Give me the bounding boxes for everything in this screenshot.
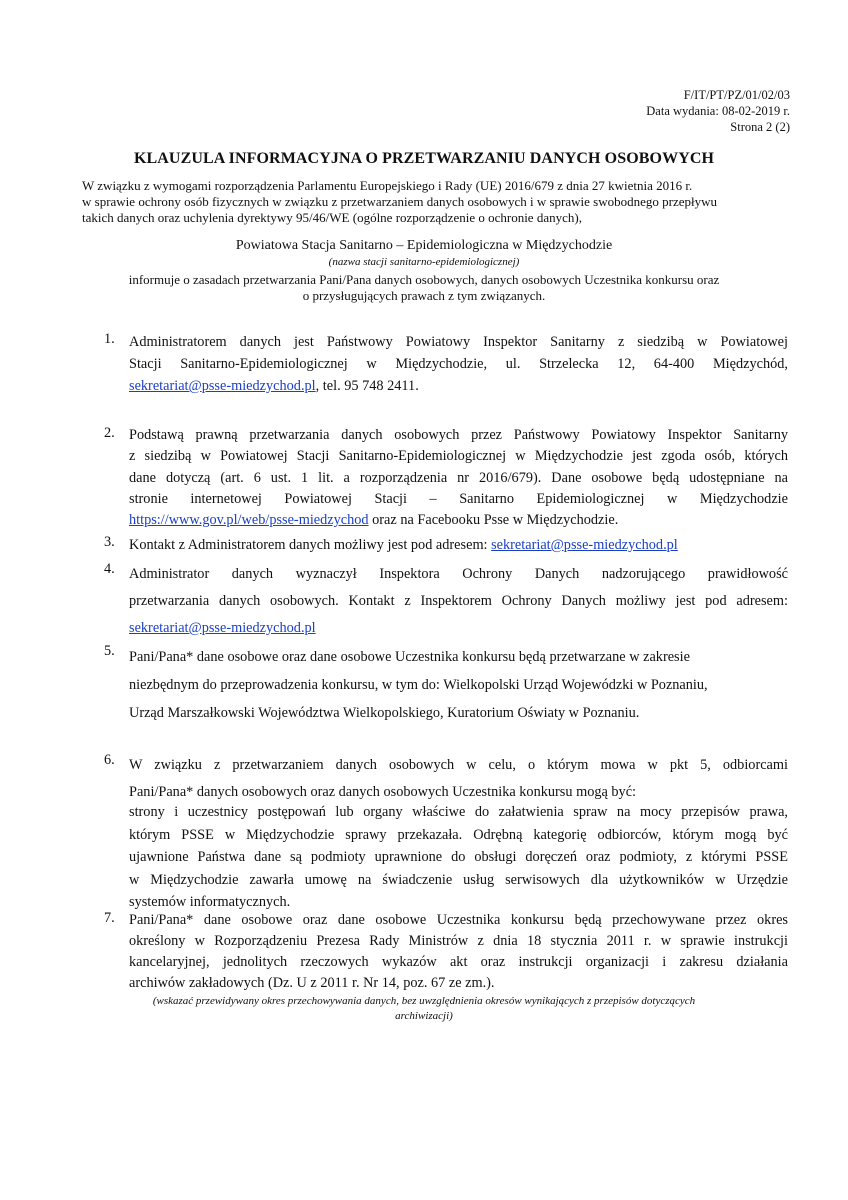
informs-line: o przysługujących prawach z tym związanych. <box>302 288 546 303</box>
document-meta <box>646 87 790 135</box>
item-line: Stacji Sanitarno-Epidemiologicznej w Międzychodzie, ul. Strzelecka 12, 64-400 Międzychód, <box>129 356 788 372</box>
item-line: w Międzychodzie zawarła umowę na świadczenie usług serwisowych dla użytkowników w Urzędzie <box>129 871 788 888</box>
informs-line: informuje o zasadach przetwarzania Pani/Pana danych osobowych, danych osobowych Uczestnika konkursu oraz <box>128 272 720 287</box>
item-text <box>129 561 788 642</box>
intro-line: w sprawie ochrony osób fizycznych w związku z przetwarzaniem danych osobowych i w sprawie swobodnego przepływu <box>82 194 717 209</box>
item-line: Pani/Pana* danych osobowych oraz danych osobowych Uczestnika konkursu mogą być: <box>129 784 637 800</box>
item-text <box>129 425 788 531</box>
intro-line: W związku z wymogami rozporządzenia Parlamentu Europejskiego i Rady (UE) 2016/679 z dnia 27 kwietnia 2016 r. <box>82 178 693 193</box>
informs-paragraph <box>0 272 848 304</box>
footnote <box>0 994 848 1024</box>
item-line <box>129 510 788 531</box>
item-line <box>129 615 788 642</box>
item-line: Urząd Marszałkowski Województwa Wielkopolskiego, Kuratorium Oświaty w Poznaniu. <box>129 705 640 721</box>
recipients-paragraph <box>129 801 788 914</box>
organization-name: Powiatowa Stacja Sanitarno – Epidemiologiczna w Międzychodzie <box>235 238 613 253</box>
item-number: 4. <box>104 561 115 577</box>
item-line <box>129 375 788 397</box>
item-line: z siedzibą w Powiatowej Stacji Sanitarno-Epidemiologicznej w Międzychodzie jest zgoda osób, których <box>129 448 788 465</box>
item-line <box>129 534 788 556</box>
item-number: 2. <box>104 425 115 441</box>
item-text-span: oraz na Facebooku Psse w Międzychodzie. <box>368 512 619 529</box>
item-text <box>129 643 788 727</box>
item-text <box>129 331 788 397</box>
item-line: ujawnione Państwa dane są podmioty uprawnione do obsługi doręczeń oraz podmioty, z którymi PSSE <box>129 849 788 865</box>
item-text <box>129 534 788 556</box>
item-number: 3. <box>104 534 115 550</box>
admin-email-link[interactable]: sekretariat@psse-miedzychod.pl <box>129 378 316 394</box>
dpo-email-link[interactable]: sekretariat@psse-miedzychod.pl <box>129 620 316 636</box>
item-number: 7. <box>104 910 115 926</box>
item-line: niezbędnym do przeprowadzenia konkursu, w tym do: Wielkopolski Urząd Wojewódzki w Poznaniu, <box>129 677 708 693</box>
document-title: KLAUZULA INFORMACYJNA O PRZETWARZANIU DANYCH OSOBOWYCH <box>133 150 715 167</box>
item-line: Pani/Pana* dane osobowe oraz dane osobowe Uczestnika konkursu będą przechowywane przez okres <box>129 912 788 928</box>
item-line: systemów informatycznych. <box>129 894 291 910</box>
issue-date: Data wydania: 08-02-2019 r. <box>646 104 790 118</box>
item-number: 1. <box>104 331 115 347</box>
item-line: przetwarzania danych osobowych. Kontakt z Inspektorem Ochrony Danych możliwy jest pod adresem: <box>129 593 788 609</box>
item-line: Pani/Pana* dane osobowe oraz dane osobowe Uczestnika konkursu będą przetwarzane w zakresie <box>129 649 690 665</box>
item-line: Podstawą prawną przetwarzania danych osobowych przez Państwowy Powiatowy Inspektor Sanitarny <box>129 427 788 443</box>
item-line: archiwów zakładowych (Dz. U z 2011 r. Nr 14, poz. 67 ze zm.). <box>129 975 495 991</box>
item-text-span: Kontakt z Administratorem danych możliwy jest pod adresem: <box>129 537 492 553</box>
item-line: stronie internetowej Powiatowej Stacji – Sanitarno Epidemiologicznej w Międzychodzie <box>129 490 788 507</box>
item-line: W związku z przetwarzaniem danych osobowych w celu, o którym mowa w pkt 5, odbiorcami <box>129 757 788 773</box>
footnote-line: (wskazać przewidywany okres przechowywania danych, bez uwzględnienia okresów wynikających z przepisów dotyczących <box>152 995 696 1007</box>
item-line: kancelaryjnej, jednolitych rzeczowych wykazów akt oraz instrukcji organizacji i zakresu działania <box>129 954 788 970</box>
intro-line: takich danych oraz uchylenia dyrektywy 95/46/WE (ogólne rozporządzenie o ochronie danych), <box>82 210 582 225</box>
item-line: określony w Rozporządzeniu Prezesa Rady Ministrów z dnia 18 stycznia 2011 r. w sprawie instrukcji <box>129 933 788 949</box>
organization-note: (nazwa stacji sanitarno-epidemiologicznej) <box>328 256 520 268</box>
intro-paragraph <box>82 178 772 226</box>
item-line: strony i uczestnicy postępowań lub organy właściwe do załatwienia spraw na mocy przepisów prawa, <box>129 804 788 820</box>
item-number: 6. <box>104 752 115 768</box>
item-line: Administratorem danych jest Państwowy Powiatowy Inspektor Sanitarny z siedzibą w Powiatowej <box>129 334 788 350</box>
item-line: którym PSSE w Międzychodzie sprawy przekazała. Odrębną kategorię odbiorców, którym mogą być <box>129 826 788 843</box>
item-text-span: , tel. 95 748 2411. <box>315 378 419 394</box>
website-link[interactable]: https://www.gov.pl/web/psse-miedzychod <box>129 512 369 529</box>
item-text <box>129 752 788 806</box>
doc-code: F/IT/PT/PZ/01/02/03 <box>683 88 790 102</box>
item-line: dane dotyczą (art. 6 ust. 1 lit. a rozporządzenia nr 2016/679). Dane osobowe będą udostępniane na <box>129 469 788 486</box>
item-number: 5. <box>104 643 115 659</box>
page-number: Strona 2 (2) <box>730 120 790 134</box>
contact-email-link[interactable]: sekretariat@psse-miedzychod.pl <box>491 537 678 553</box>
item-text <box>129 910 788 994</box>
footnote-line: archiwizacji) <box>395 1010 453 1022</box>
item-line: Administrator danych wyznaczył Inspektora Ochrony Danych nadzorującego prawidłowość <box>129 566 788 582</box>
